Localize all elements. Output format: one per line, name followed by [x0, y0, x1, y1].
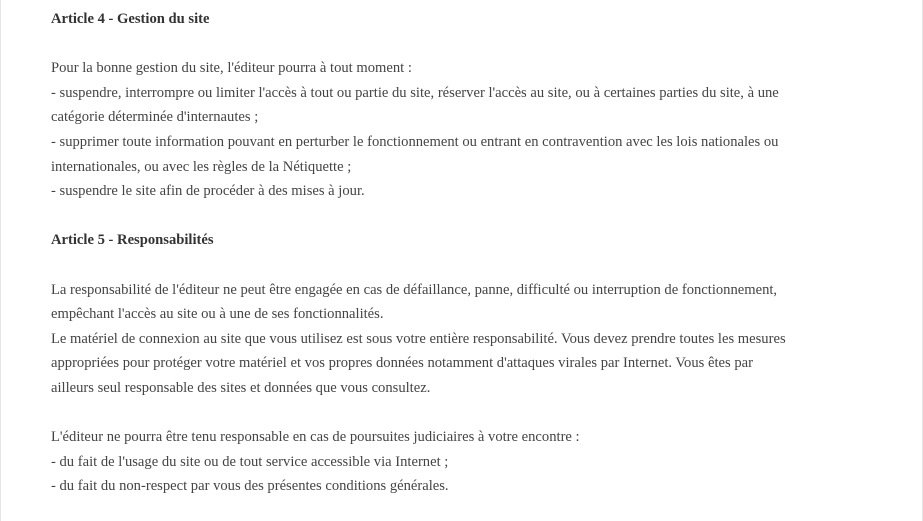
article-5-para2-line: L'éditeur ne pourra être tenu responsable en cas de poursuites judiciaires à votre encontre : [51, 429, 580, 446]
article-5-para1-line: Le matériel de connexion au site que vous utilisez est sous votre entière responsabilité. Vous devez prendre toutes les mesures [51, 330, 786, 347]
article-5-para1-line: ailleurs seul responsable des sites et données que vous consultez. [51, 379, 431, 396]
legal-content [51, 7, 871, 499]
article-5-para2-line: - du fait de l'usage du site ou de tout service accessible via Internet ; [51, 453, 449, 470]
article-5-title: Article 5 - Responsabilités [51, 232, 214, 249]
article-5-para1-line: empêchant l'accès au site ou à une de ses fonctionnalités. [51, 306, 384, 323]
article-4-line: catégorie déterminée d'internautes ; [51, 109, 259, 126]
article-5-para1-line: appropriées pour protéger votre matériel et vos propres données notamment d'attaques virales par Internet. Vous êtes par [51, 355, 753, 372]
spacer [51, 253, 871, 278]
article-4-line: - suspendre, interrompre ou limiter l'accès à tout ou partie du site, réserver l'accès au site, ou à certaines parties du site, à une [51, 84, 779, 101]
spacer [51, 401, 871, 426]
spacer [51, 204, 871, 229]
article-4-line: - supprimer toute information pouvant en perturber le fonctionnement ou entrant en contravention avec les lois nationales ou [51, 133, 779, 150]
article-4-line: internationales, ou avec les règles de la Nétiquette ; [51, 158, 352, 175]
article-5-para2-line: - du fait du non-respect par vous des présentes conditions générales. [51, 478, 449, 495]
article-4-intro: Pour la bonne gestion du site, l'éditeur pourra à tout moment : [51, 60, 412, 77]
article-4-line: - suspendre le site afin de procéder à des mises à jour. [51, 183, 365, 200]
article-4-title: Article 4 - Gestion du site [51, 11, 210, 27]
spacer [51, 32, 871, 57]
article-5-para1-line: La responsabilité de l'éditeur ne peut être engagée en cas de défaillance, panne, difficulté ou interruption de fonctionnement, [51, 281, 778, 298]
